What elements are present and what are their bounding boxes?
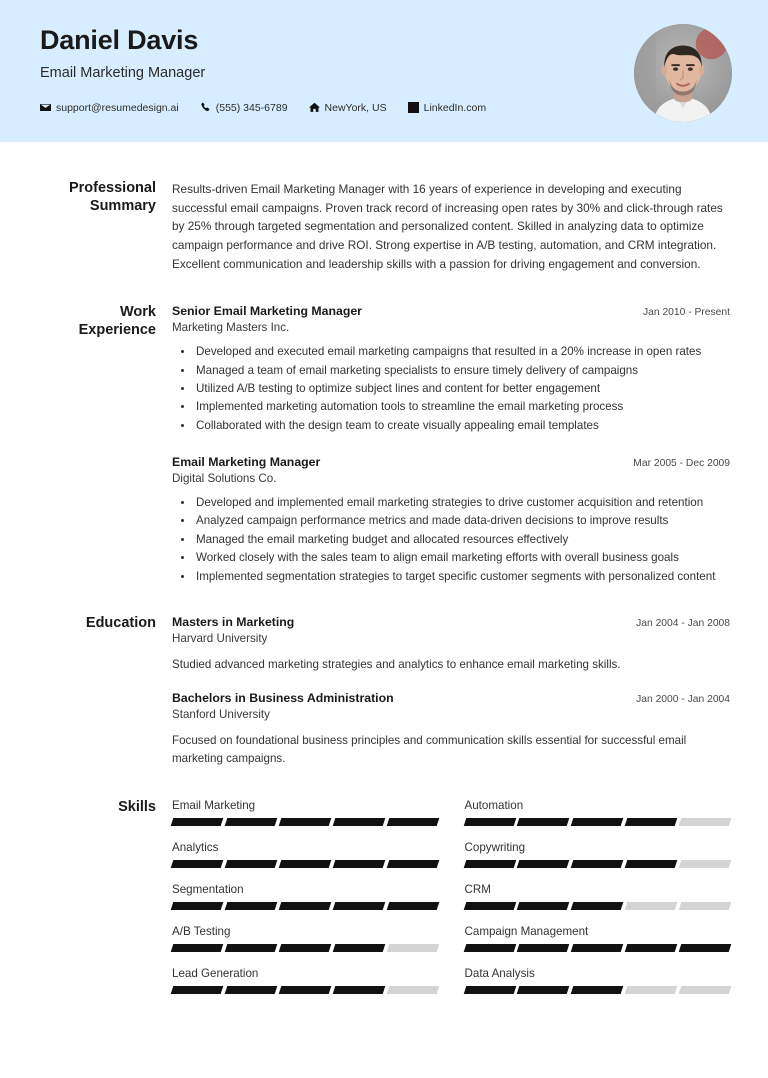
work-entry-header bbox=[172, 304, 730, 318]
skill-level-segment bbox=[332, 944, 385, 952]
skill-level-bar bbox=[172, 902, 438, 910]
skill-item bbox=[465, 967, 731, 994]
phone-icon bbox=[200, 102, 211, 113]
skill-name: Lead Generation bbox=[172, 967, 259, 981]
work-bullet: • Implemented segmentation strategies to target specific customer segments with personalized content bbox=[194, 568, 730, 585]
work-bullet: • Worked closely with the sales team to align email marketing efforts with overall business goals bbox=[194, 549, 730, 566]
skill-level-segment bbox=[517, 944, 570, 952]
skill-name: A/B Testing bbox=[172, 925, 231, 939]
skill-level-segment bbox=[171, 944, 224, 952]
skill-level-segment bbox=[463, 860, 516, 868]
section-label-summary: Professional Summary bbox=[68, 180, 156, 214]
skill-name: Campaign Management bbox=[464, 925, 589, 939]
skill-name: Data Analysis bbox=[464, 967, 535, 981]
skill-level-segment bbox=[463, 944, 516, 952]
candidate-name: Daniel Davis bbox=[40, 25, 199, 55]
skill-level-bar bbox=[172, 944, 438, 952]
skill-level-segment bbox=[625, 986, 678, 994]
education-dates: Jan 2004 - Jan 2008 bbox=[636, 618, 730, 630]
skill-level-segment bbox=[625, 818, 678, 826]
section-label-work-experience: Work Experience bbox=[78, 304, 156, 338]
skill-level-segment bbox=[386, 986, 439, 994]
skill-level-segment bbox=[332, 818, 385, 826]
skill-level-segment bbox=[571, 902, 624, 910]
work-entry-dates: Jan 2010 - Present bbox=[642, 307, 730, 319]
contact-location-label: NewYork, US bbox=[324, 101, 387, 114]
work-entry-header bbox=[172, 455, 730, 469]
work-entry bbox=[172, 304, 730, 434]
avatar bbox=[634, 24, 732, 122]
education-degree: Masters in Marketing bbox=[172, 615, 295, 630]
skill-level-segment bbox=[171, 860, 224, 868]
education-degree: Bachelors in Business Administration bbox=[172, 691, 394, 706]
skills-content bbox=[172, 799, 730, 994]
skill-item bbox=[172, 841, 438, 868]
work-entry-bullets bbox=[172, 343, 730, 434]
skill-level-segment bbox=[225, 860, 278, 868]
skill-level-bar bbox=[465, 860, 731, 868]
work-bullet: • Managed the email marketing budget and allocated resources effectively bbox=[194, 531, 730, 548]
skill-level-segment bbox=[517, 986, 570, 994]
skill-level-segment bbox=[225, 818, 278, 826]
bottom-spacer bbox=[40, 994, 730, 1016]
education-description: Focused on foundational business principles and communication skills essential for successful email marketing campaigns. bbox=[172, 734, 687, 765]
skill-level-segment bbox=[279, 860, 332, 868]
skill-item bbox=[465, 799, 731, 826]
skill-level-segment bbox=[171, 986, 224, 994]
education-dates: Jan 2000 - Jan 2004 bbox=[636, 694, 730, 706]
skill-level-bar bbox=[465, 818, 731, 826]
section-skills bbox=[40, 767, 730, 994]
work-bullet: • Utilized A/B testing to optimize subject lines and content for better engagement bbox=[194, 380, 730, 397]
skill-level-segment bbox=[386, 818, 439, 826]
education-entry bbox=[172, 615, 730, 673]
skill-level-segment bbox=[571, 944, 624, 952]
skill-level-segment bbox=[279, 902, 332, 910]
skill-item bbox=[172, 967, 438, 994]
skill-level-segment bbox=[679, 860, 732, 868]
section-professional-summary bbox=[40, 142, 730, 273]
skill-name: Analytics bbox=[172, 841, 219, 855]
skill-level-segment bbox=[463, 818, 516, 826]
skill-item bbox=[172, 925, 438, 952]
skill-item bbox=[465, 883, 731, 910]
home-icon bbox=[309, 102, 320, 113]
resume-body bbox=[0, 142, 768, 1016]
skill-level-segment bbox=[463, 986, 516, 994]
work-bullet: • Developed and executed email marketing campaigns that resulted in a 20% increase in open rates bbox=[194, 343, 730, 360]
skill-level-segment bbox=[225, 986, 278, 994]
skill-level-segment bbox=[571, 860, 624, 868]
work-bullet: • Implemented marketing automation tools to streamline the email marketing process bbox=[194, 398, 730, 415]
skill-level-segment bbox=[386, 944, 439, 952]
skill-item bbox=[465, 841, 731, 868]
skill-level-segment bbox=[625, 944, 678, 952]
skill-level-segment bbox=[571, 818, 624, 826]
skill-level-segment bbox=[332, 902, 385, 910]
envelope-icon bbox=[40, 102, 51, 113]
section-label-skills: Skills bbox=[118, 799, 156, 816]
contact-info-row bbox=[40, 102, 486, 114]
education-entry-header bbox=[172, 691, 730, 705]
skill-level-bar bbox=[465, 986, 731, 994]
summary-text: Results-driven Email Marketing Manager with 16 years of experience in developing and executing successful email campaigns. Proven track record of increasing open rates by 30% and click-through rates by 25% through targeted segmentation and personalized content. Skilled in analyzing data to optimize campaign performance and drive ROI. Strong expertise in A/B testing, automation, and CRM integration. Excellent communication and leadership skills with a passion for driving engagement and conversion. bbox=[172, 182, 723, 271]
work-experience-content bbox=[172, 304, 730, 586]
skill-level-segment bbox=[279, 818, 332, 826]
work-entry-company: Marketing Masters Inc. bbox=[172, 321, 290, 335]
skill-name: Copywriting bbox=[464, 841, 526, 855]
contact-phone[interactable] bbox=[200, 102, 288, 114]
skill-name: Email Marketing bbox=[172, 799, 256, 813]
skill-level-segment bbox=[332, 860, 385, 868]
education-description: Studied advanced marketing strategies and analytics to enhance email marketing skills. bbox=[172, 658, 621, 672]
education-entry-header bbox=[172, 615, 730, 629]
skill-level-segment bbox=[386, 902, 439, 910]
skill-level-segment bbox=[171, 818, 224, 826]
skill-level-segment bbox=[386, 860, 439, 868]
skill-level-segment bbox=[571, 986, 624, 994]
work-entry-bullets bbox=[172, 494, 730, 585]
contact-linkedin-label: LinkedIn.com bbox=[423, 101, 487, 114]
skill-level-segment bbox=[279, 986, 332, 994]
skill-name: Automation bbox=[464, 799, 524, 813]
skill-item bbox=[172, 799, 438, 826]
work-entry-title: Email Marketing Manager bbox=[172, 455, 321, 470]
skill-name: CRM bbox=[464, 883, 491, 897]
work-entry bbox=[172, 455, 730, 585]
summary-content bbox=[172, 180, 730, 273]
section-work-experience bbox=[40, 273, 730, 586]
work-bullet: • Collaborated with the design team to create visually appealing email templates bbox=[194, 417, 730, 434]
skill-level-segment bbox=[463, 902, 516, 910]
section-education bbox=[40, 586, 730, 767]
section-label-education: Education bbox=[85, 615, 156, 632]
contact-email[interactable] bbox=[40, 102, 179, 114]
skill-level-bar bbox=[172, 860, 438, 868]
skill-item bbox=[172, 883, 438, 910]
work-entry-dates: Mar 2005 - Dec 2009 bbox=[633, 458, 730, 470]
work-entry-company: Digital Solutions Co. bbox=[172, 472, 277, 486]
linkedin-icon bbox=[408, 102, 419, 113]
skill-level-segment bbox=[517, 818, 570, 826]
skill-level-segment bbox=[679, 944, 732, 952]
skill-level-segment bbox=[279, 944, 332, 952]
skill-level-segment bbox=[625, 902, 678, 910]
skill-level-segment bbox=[171, 902, 224, 910]
skill-level-segment bbox=[517, 902, 570, 910]
work-entry-title: Senior Email Marketing Manager bbox=[172, 304, 362, 319]
skill-name: Segmentation bbox=[172, 883, 244, 897]
skill-level-segment bbox=[625, 860, 678, 868]
skill-level-bar bbox=[465, 902, 731, 910]
work-bullet: • Analyzed campaign performance metrics and made data-driven decisions to improve results bbox=[194, 512, 730, 529]
contact-email-label: support@resumedesign.ai bbox=[56, 101, 179, 114]
skill-level-segment bbox=[225, 944, 278, 952]
contact-location[interactable] bbox=[309, 102, 387, 114]
skill-level-bar bbox=[465, 944, 731, 952]
contact-phone-label: (555) 345-6789 bbox=[215, 101, 288, 114]
skill-level-segment bbox=[517, 860, 570, 868]
header-identity-block bbox=[40, 22, 486, 114]
skills-grid bbox=[172, 799, 730, 994]
skill-level-segment bbox=[679, 902, 732, 910]
skill-level-segment bbox=[332, 986, 385, 994]
education-content bbox=[172, 615, 730, 767]
skill-level-segment bbox=[679, 986, 732, 994]
education-institution: Harvard University bbox=[172, 632, 268, 646]
work-bullet: • Managed a team of email marketing specialists to ensure timely delivery of campaigns bbox=[194, 362, 730, 379]
education-institution: Stanford University bbox=[172, 708, 270, 722]
skill-level-segment bbox=[225, 902, 278, 910]
skill-level-segment bbox=[679, 818, 732, 826]
contact-linkedin[interactable] bbox=[408, 102, 486, 114]
skill-level-bar bbox=[172, 986, 438, 994]
resume-header bbox=[0, 0, 768, 142]
skill-item bbox=[465, 925, 731, 952]
candidate-job-title: Email Marketing Manager bbox=[40, 64, 206, 81]
work-bullet: • Developed and implemented email marketing strategies to drive customer acquisition and retention bbox=[194, 494, 730, 511]
education-entry bbox=[172, 691, 730, 767]
skill-level-bar bbox=[172, 818, 438, 826]
